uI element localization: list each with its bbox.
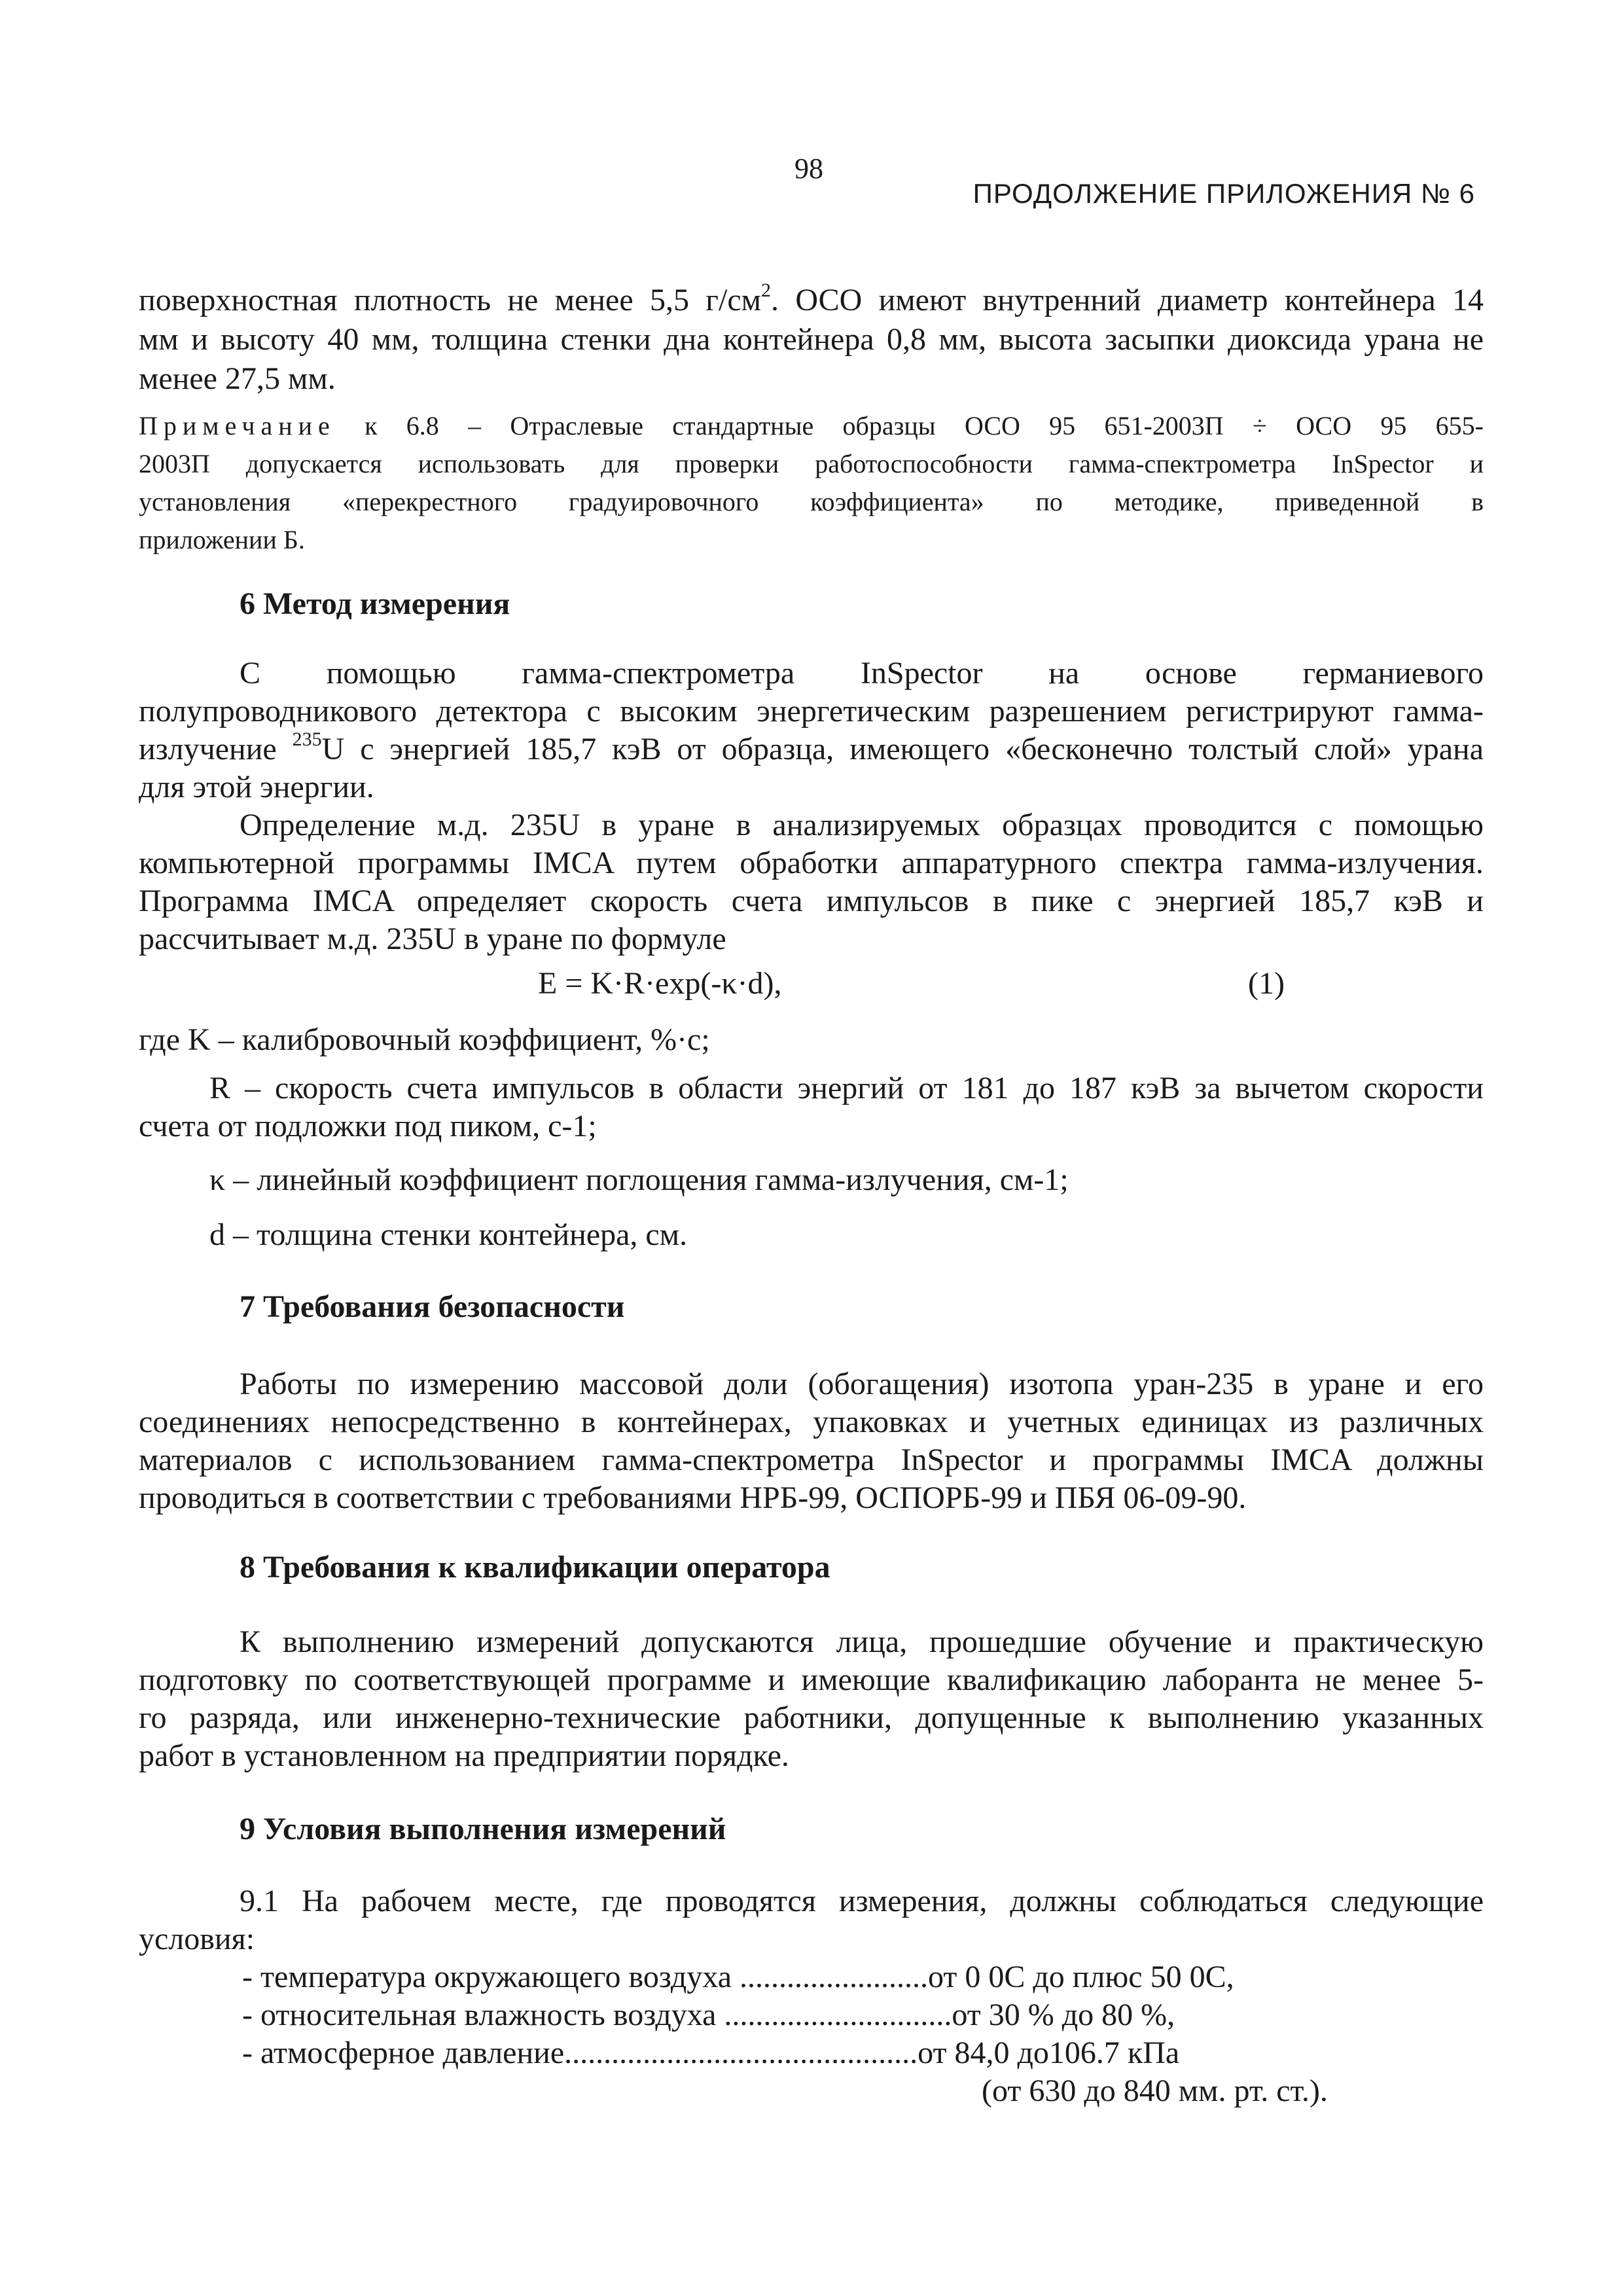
page-number: 98: [794, 152, 823, 185]
section-9-p1-line-1: 9.1 На рабочем месте, где проводятся измерения, должны соблюдаться следующие: [240, 1884, 1484, 1918]
condition-pressure: - атмосферное давление.............................................от 84,0 до106.7 кПа: [242, 2036, 1180, 2070]
section-7-line-2: соединениях непосредственно в контейнерах, упаковках и учетных единицах из различных: [139, 1405, 1484, 1439]
section-6-p1-line-2: полупроводникового детектора с высоким энергетическим разрешением регистрируют гамма-: [139, 694, 1484, 728]
section-7-line-1: Работы по измерению массовой доли (обогащения) изотопа уран-235 в уране и его: [240, 1367, 1484, 1401]
superscript-235: 235: [292, 728, 322, 750]
section-6-p2-line-2: компьютерной программы IMCA путем обработки аппаратурного спектра гамма-излучения.: [139, 846, 1484, 880]
note-line-4: приложении Б.: [139, 525, 305, 554]
formula-number: (1): [1248, 966, 1285, 1001]
formula: E = K·R·exp(-κ·d),: [538, 966, 782, 1001]
section-9-p1-line-2: условия:: [139, 1922, 255, 1956]
where-k: где K – калибровочный коэффициент, %·с;: [139, 1022, 710, 1057]
intro-line-3: менее 27,5 мм.: [139, 361, 336, 396]
running-header: ПРОДОЛЖЕНИЕ ПРИЛОЖЕНИЯ № 6: [972, 178, 1475, 209]
section-8-line-4: работ в установленном на предприятии порядке.: [139, 1738, 789, 1773]
note-line-3: установления «перекрестного градуировочного коэффициента» по методике, приведенной в: [139, 487, 1484, 516]
section-6-p2-line-4: рассчитывает м.д. 235U в уране по формуле: [139, 922, 726, 956]
section-6-p1-line-1: С помощью гамма-спектрометра InSpector на основе германиевого: [240, 656, 1484, 691]
section-7-line-3: материалов с использованием гамма-спектрометра InSpector и программы IMCA должны: [139, 1443, 1484, 1477]
note-label: Примечание: [139, 411, 336, 440]
where-d: d – толщина стенки контейнера, см.: [209, 1217, 688, 1252]
section-6-p2-line-3: Программа IMCA определяет скорость счета импульсов в пике с энергией 185,7 кэВ и: [139, 884, 1484, 918]
condition-pressure-mmhg: (от 630 до 840 мм. рт. ст.).: [982, 2073, 1328, 2108]
section-7-line-4: проводиться в соответствии с требованиями НРБ-99, ОСПОРБ-99 и ПБЯ 06-09-90.: [139, 1480, 1247, 1515]
superscript-2: 2: [761, 279, 772, 301]
section-8-line-3: го разряда, или инженерно-технические работники, допущенные к выполнению указанных: [139, 1700, 1484, 1735]
section-6-heading: 6 Метод измерения: [240, 586, 510, 621]
section-7-heading: 7 Требования безопасности: [240, 1289, 625, 1324]
where-r-line-2: счета от подложки под пиком, с-1;: [139, 1109, 597, 1143]
section-6-p1-line-4: для этой энергии.: [139, 770, 374, 804]
note-line-2: 2003П допускается использовать для проверки работоспособности гамма-спектрометра InSpector и: [139, 449, 1484, 478]
section-6-p1-line-3: излучение $^{235}$U с энергией 185,7 кэВ от образца, имеющего «бесконечно толстый слой» урана: [139, 728, 1484, 766]
condition-temperature: - температура окружающего воздуха ........................от 0 0С до плюс 50 0С,: [242, 1960, 1234, 1994]
intro-line-2: мм и высоту 40 мм, толщина стенки дна контейнера 0,8 мм, высота засыпки диоксида урана не: [139, 322, 1484, 357]
intro-line-1: поверхностная плотность не менее 5,5 $г/см^2$. ОСО имеют внутренний диаметр контейнера 14: [139, 279, 1484, 317]
where-r-line-1: R – скорость счета импульсов в области энергий от 181 до 187 кэВ за вычетом скорости: [209, 1071, 1484, 1105]
section-8-heading: 8 Требования к квалификации оператора: [240, 1550, 830, 1585]
condition-humidity: - относительная влажность воздуха .............................от 30 % до 80 %,: [242, 1998, 1175, 2032]
section-9-heading: 9 Условия выполнения измерений: [240, 1812, 726, 1846]
where-kappa: κ – линейный коэффициент поглощения гамма-излучения, см-1;: [209, 1162, 1069, 1197]
section-8-line-1: К выполнению измерений допускаются лица, прошедшие обучение и практическую: [240, 1624, 1484, 1659]
note-line-1: Примечание к 6.8 – Отраслевые стандартные образцы ОСО 95 651-2003П ÷ ОСО 95 655-: [139, 411, 1484, 440]
section-8-line-2: подготовку по соответствующей программе и имеющие квалификацию лаборанта не менее 5-: [139, 1662, 1484, 1697]
section-6-p2-line-1: Определение м.д. 235U в уране в анализируемых образцах проводится с помощью: [240, 808, 1484, 842]
